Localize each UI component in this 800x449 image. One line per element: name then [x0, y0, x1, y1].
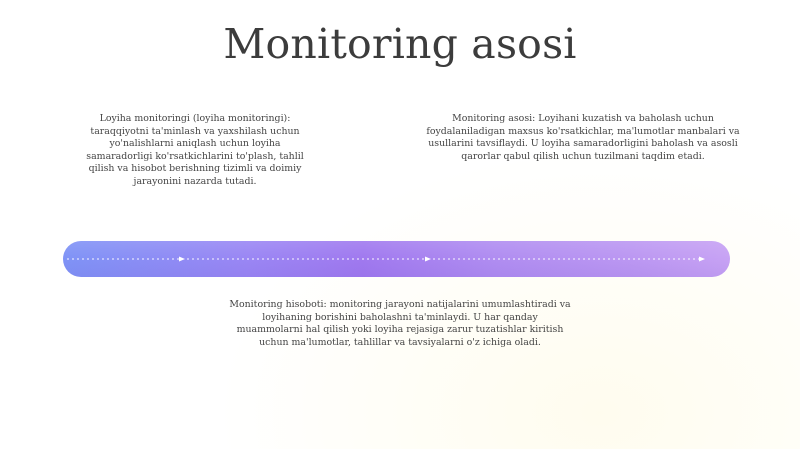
monitoring-report-text: Monitoring hisoboti: monitoring jarayoni natijalarini umumlashtiradi va loyihaning borishini baholashni ta'minlaydi. U har qanday muammolarni hal qilish yoki loyiha rejasiga zarur tuzatishlar kiritish uchun ma'lumotlar, tahlillar va tavsiyalarni o'z ichiga oladi.	[229, 299, 571, 348]
timeline-arrowhead-3	[699, 257, 705, 262]
monitoring-definition-text: Loyiha monitoringi (loyiha monitoringi): taraqqiyotni ta'minlash va yaxshilash uchun yo'nalishlarni aniqlash uchun loyiha samaradorligi ko'rsatkichlarini to'plash, tahlil qilish va hisobot berishning tizimli va doimiy jarayonini nazarda tutadi.	[86, 113, 304, 187]
timeline-bar	[63, 241, 730, 277]
timeline-arrows	[63, 241, 730, 277]
timeline-arrowhead-2	[425, 257, 431, 262]
monitoring-basis-text: Monitoring asosi: Loyihani kuzatish va baholash uchun foydalaniladigan maxsus ko'rsatkichlar, ma'lumotlar manbalari va usullarini tavsiflaydi. U loyiha samaradorligini baholash va asosli qarorlar qabul qilish uchun tuzilmani taqdim etadi.	[426, 113, 740, 162]
timeline-arrowhead-1	[179, 257, 185, 262]
slide-title: Monitoring asosi	[223, 20, 577, 68]
